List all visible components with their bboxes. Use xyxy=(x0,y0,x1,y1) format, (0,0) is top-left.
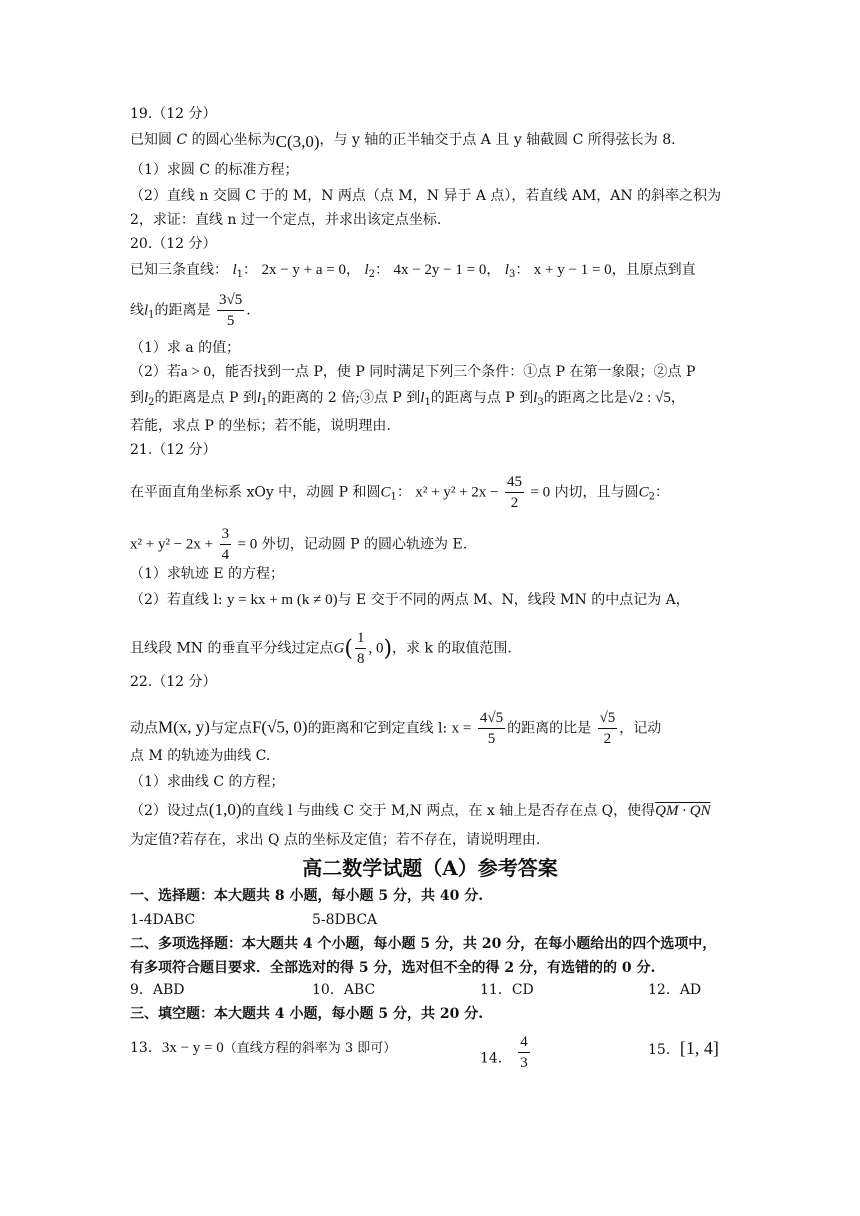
q19-part1: （1）求圆 C 的标准方程； xyxy=(130,162,299,178)
fraction-4root5-5: $\frac{4√5}{5}$ xyxy=(479,710,504,747)
fraction-4-3: $\frac{4}{3}$ xyxy=(520,1034,528,1071)
q21-part2b: 且线段 MN 的垂直平分线过定点G( $\frac{1}{8}$ , 0)，求 k 的取值范围. xyxy=(130,630,512,667)
fraction-1-8: $\frac{1}{8}$ xyxy=(356,630,365,667)
q21-part1: （1）求轨迹 E 的方程； xyxy=(130,566,285,582)
q22-part1: （1）求曲线 C 的方程； xyxy=(130,774,285,790)
distance-fraction: $\frac{3√5}{5}$ xyxy=(219,292,243,329)
q20-header: 20.（12 分） xyxy=(130,236,217,252)
fraction-3-4: $\frac{3}{4}$ xyxy=(221,526,230,563)
q20-part2c: 若能，求点 P 的坐标；若不能，说明理由. xyxy=(130,418,391,434)
q22-stem2: 点 M 的轨迹为曲线 C. xyxy=(130,748,271,764)
answers-1-4: 1-4DABC xyxy=(130,912,196,928)
q21-part2a: （2）若直线 l: y = kx + m (k ≠ 0)与 E 交于不同的两点 M、N，线段 MN 的中点记为 A， xyxy=(130,592,690,608)
fraction-45-2: $\frac{45}{2}$ xyxy=(506,474,522,511)
q22-header: 22.（12 分） xyxy=(130,674,217,690)
answer-15: 15．[1, 4] xyxy=(648,1038,719,1058)
answer-10: 10．ABC xyxy=(312,982,376,998)
answer-11: 11．CD xyxy=(480,982,534,998)
q21-stem2: x² + y² − 2x + $\frac{3}{4}$ = 0 外切，记动圆 P 的圆心轨迹为 E. xyxy=(130,526,468,563)
q20-distance: 线$l_1$的距离是 $\frac{3√5}{5}$ . xyxy=(130,292,251,329)
answer-9: 9．ABD xyxy=(130,982,185,998)
q19-part2b: 2，求证：直线 n 过一个定点，并求出该定点坐标. xyxy=(130,212,442,228)
q19-header: 19.（12 分） xyxy=(130,106,217,122)
q20-stem: 已知三条直线： $l_1$： 2x − y + a = 0， $l_2$： 4x − 2y − 1 = 0， $l_3$： x + y − 1 = 0，且原点到直 xyxy=(130,262,696,280)
answer-13: 13．3x − y = 0（直线方程的斜率为 3 即可） xyxy=(130,1040,397,1056)
section1-heading: 一、选择题：本大题共 8 小题，每小题 5 分，共 40 分. xyxy=(130,888,484,904)
answer-12: 12．AD xyxy=(648,982,702,998)
q21-header: 21.（12 分） xyxy=(130,442,217,458)
q22-stem1: 动点M(x, y)与定点F(√5, 0)的距离和它到定直线 l: x = $\frac{4√5}{5}$ 的距离的比是 $\frac{√5}{2}$ ，记动 xyxy=(130,710,662,747)
q19-stem: 已知圆 C 的圆心坐标为C(3,0)，与 y 轴的正半轴交于点 A 且 y 轴截圆 C 所得弦长为 8. xyxy=(130,132,676,151)
q20-part2a: （2）若a > 0，能否找到一点 P，使 P 同时满足下列三个条件：①点 P 在第一象限；②点 P xyxy=(130,364,696,380)
q20-part1: （1）求 a 的值； xyxy=(130,340,241,356)
answers-5-8: 5-8DBCA xyxy=(312,912,378,928)
q20-part2b: 到$l_2$的距离是点 P 到$l_1$的距离的 2 倍;③点 P 到$l_1$的距离与点 P 到$l_3$的距离之比是√2 : √5， xyxy=(130,390,685,408)
fraction-root5-2: $\frac{√5}{2}$ xyxy=(599,710,616,747)
section2-heading-b: 有多项符合题目要求．全部选对的得 5 分，选对但不全的得 2 分，有选错的的 0 分. xyxy=(130,960,656,976)
section2-heading-a: 二、多项选择题：本大题共 4 个小题，每小题 5 分，共 20 分，在每小题给出的四个选项中， xyxy=(130,936,717,952)
q19-part2a: （2）直线 n 交圆 C 于的 M，N 两点（点 M，N 异于 A 点），若直线 AM，AN 的斜率之积为 xyxy=(130,188,722,204)
answer-14: 14． $\frac{4}{3}$ xyxy=(480,1034,528,1071)
q22-part2b: 为定值?若存在，求出 Q 点的坐标及定值；若不存在，请说明理由. xyxy=(130,832,541,848)
q22-part2a: （2）设过点(1,0)的直线 l 与曲线 C 交于 M,N 两点，在 x 轴上是否存在点 Q，使得QM · QN xyxy=(130,800,711,819)
q19-center: C(3,0) xyxy=(275,132,320,151)
answers-title: 高二数学试题（A）参考答案 xyxy=(302,856,558,880)
q21-stem1: 在平面直角坐标系 xOy 中，动圆 P 和圆$C_1$： x² + y² + 2x − $\frac{45}{2}$ = 0 内切，且与圆$C_2$： xyxy=(130,474,669,511)
section3-heading: 三、填空题：本大题共 4 小题，每小题 5 分，共 20 分. xyxy=(130,1006,484,1022)
